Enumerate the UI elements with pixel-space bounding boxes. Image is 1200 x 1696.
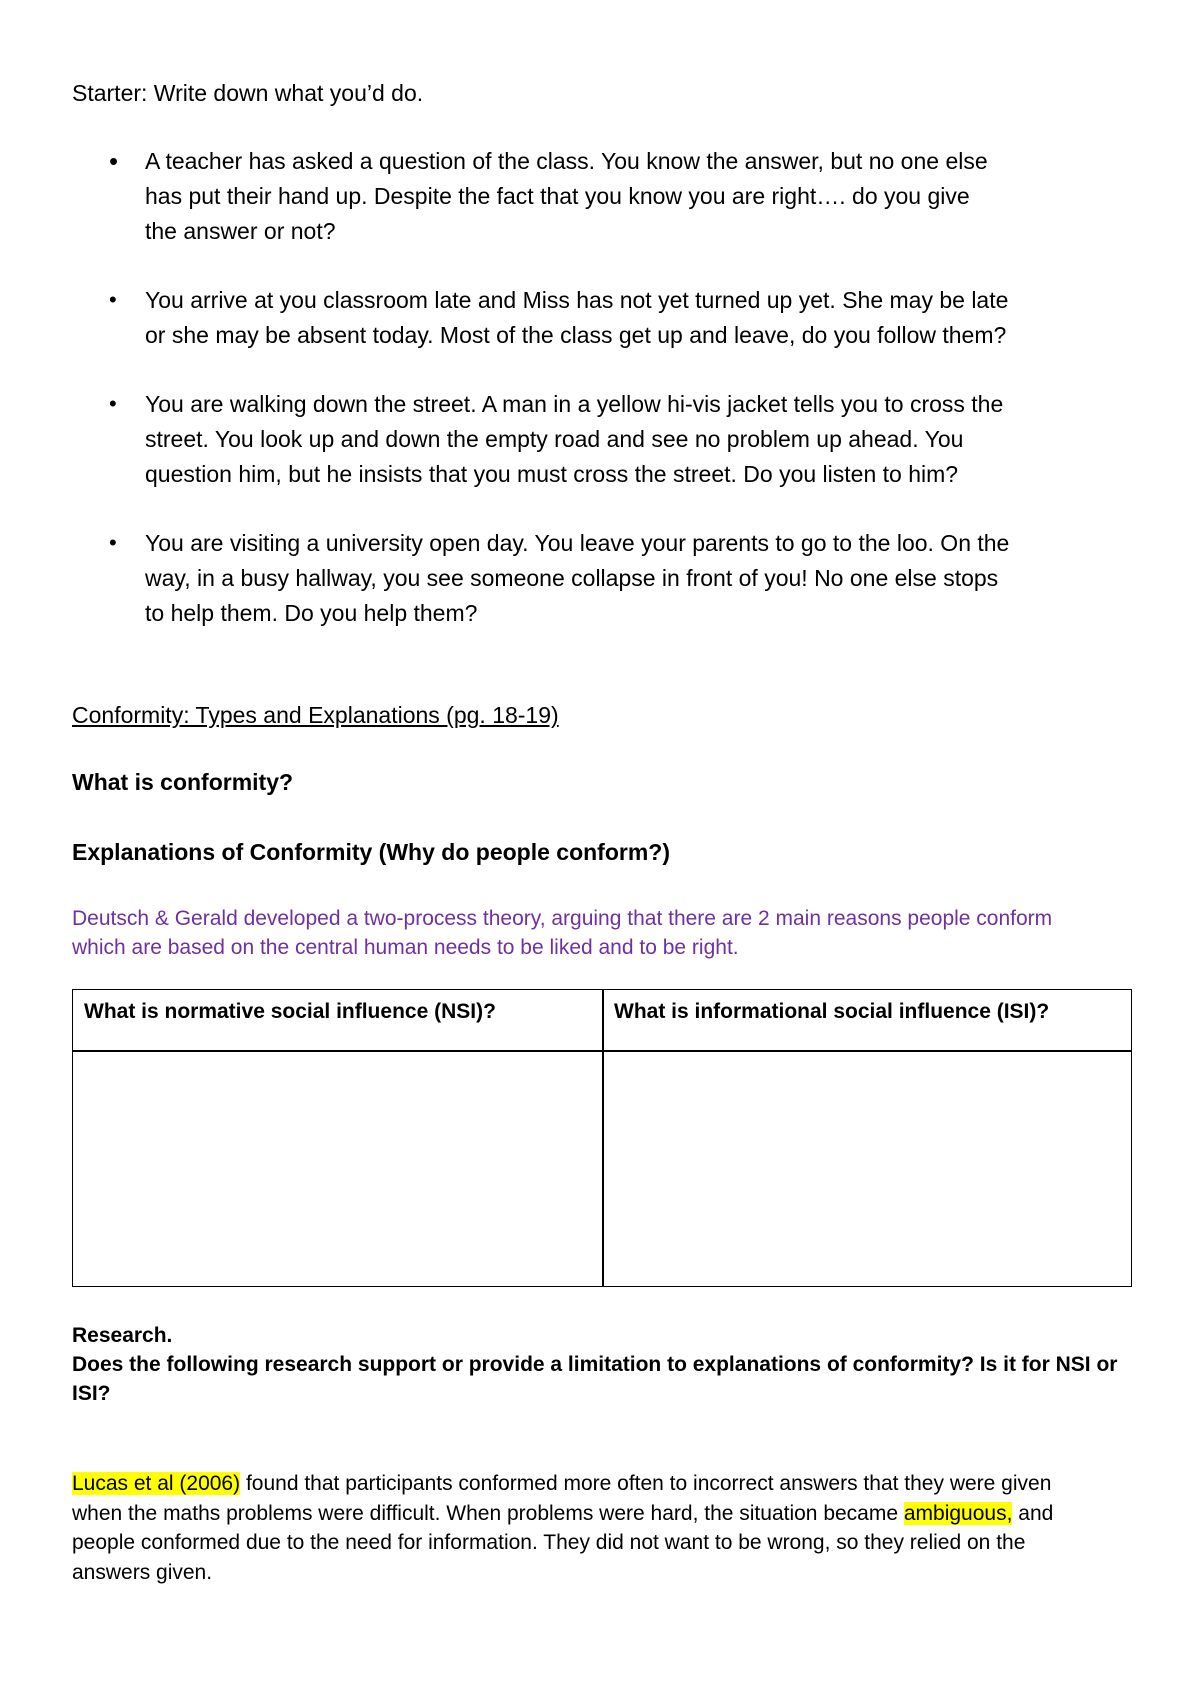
lucas-line-2: [72, 1499, 1053, 1528]
scenario-2-line-2: or she may be absent today. Most of the class get up and leave, do you follow them?: [145, 322, 1007, 348]
question-what-is-conformity: What is conformity?: [72, 769, 294, 795]
scenario-3-line-3: question him, but he insists that you must cross the street. Do you listen to him?: [145, 461, 959, 487]
lucas-line-1: [72, 1469, 1051, 1498]
lucas-line-4: answers given.: [72, 1561, 213, 1584]
lucas-citation-highlight: Lucas et al (2006): [72, 1472, 241, 1495]
ambiguous-highlight: ambiguous,: [903, 1502, 1013, 1525]
two-process-theory-line-2: which are based on the central human needs to be liked and to be right.: [72, 936, 739, 959]
nsi-answer-cell[interactable]: [73, 1052, 601, 1286]
scenario-4-line-3: to help them. Do you help them?: [145, 600, 478, 626]
research-question-line-2: ISI?: [72, 1382, 111, 1405]
isi-column-header: What is informational social influence (ISI)?: [614, 1000, 1050, 1023]
research-question-line-1: Does the following research support or provide a limitation to explanations of conformity? Is it for NSI or: [72, 1353, 1118, 1376]
scenario-4-line-1: You are visiting a university open day. You leave your parents to go to the loo. On the: [145, 530, 1010, 556]
scenario-3-line-2: street. You look up and down the empty road and see no problem up ahead. You: [145, 426, 964, 452]
research-heading: Research.: [72, 1324, 173, 1347]
bullet-icon: •: [109, 287, 117, 312]
lucas-line-1-text: found that participants conformed more often to incorrect answers that they were given: [240, 1472, 1052, 1495]
scenario-1-line-3: the answer or not?: [145, 218, 336, 244]
nsi-column-header: What is normative social influence (NSI)?: [84, 1000, 496, 1023]
question-explanations: Explanations of Conformity (Why do people conform?): [72, 839, 670, 865]
scenario-1-line-1: A teacher has asked a question of the class. You know the answer, but no one else: [145, 148, 988, 174]
lucas-line-2-end: and: [1012, 1502, 1054, 1525]
bullet-icon: •: [109, 530, 117, 555]
lucas-line-2-text: when the maths problems were difficult. When problems were hard, the situation became: [72, 1502, 904, 1525]
isi-answer-cell[interactable]: [604, 1052, 1131, 1286]
section-title: Conformity: Types and Explanations (pg. 18-19): [72, 702, 559, 728]
scenario-2-line-1: You arrive at you classroom late and Miss has not yet turned up yet. She may be late: [145, 287, 1009, 313]
bullet-icon: •: [109, 391, 117, 416]
two-process-theory-line-1: Deutsch & Gerald developed a two-process theory, arguing that there are 2 main reasons people conform: [72, 907, 1053, 930]
scenario-1-line-2: has put their hand up. Despite the fact that you know you are right…. do you give: [145, 183, 970, 209]
lucas-line-3: people conformed due to the need for information. They did not want to be wrong, so they relied on the: [72, 1531, 1026, 1554]
starter-prompt: Starter: Write down what you’d do.: [72, 80, 424, 106]
scenario-3-line-1: You are walking down the street. A man in a yellow hi-vis jacket tells you to cross the: [145, 391, 1004, 417]
nsi-isi-table: [72, 989, 1132, 1287]
scenario-4-line-2: way, in a busy hallway, you see someone collapse in front of you! No one else stops: [145, 565, 999, 591]
bullet-icon: •: [109, 146, 119, 176]
